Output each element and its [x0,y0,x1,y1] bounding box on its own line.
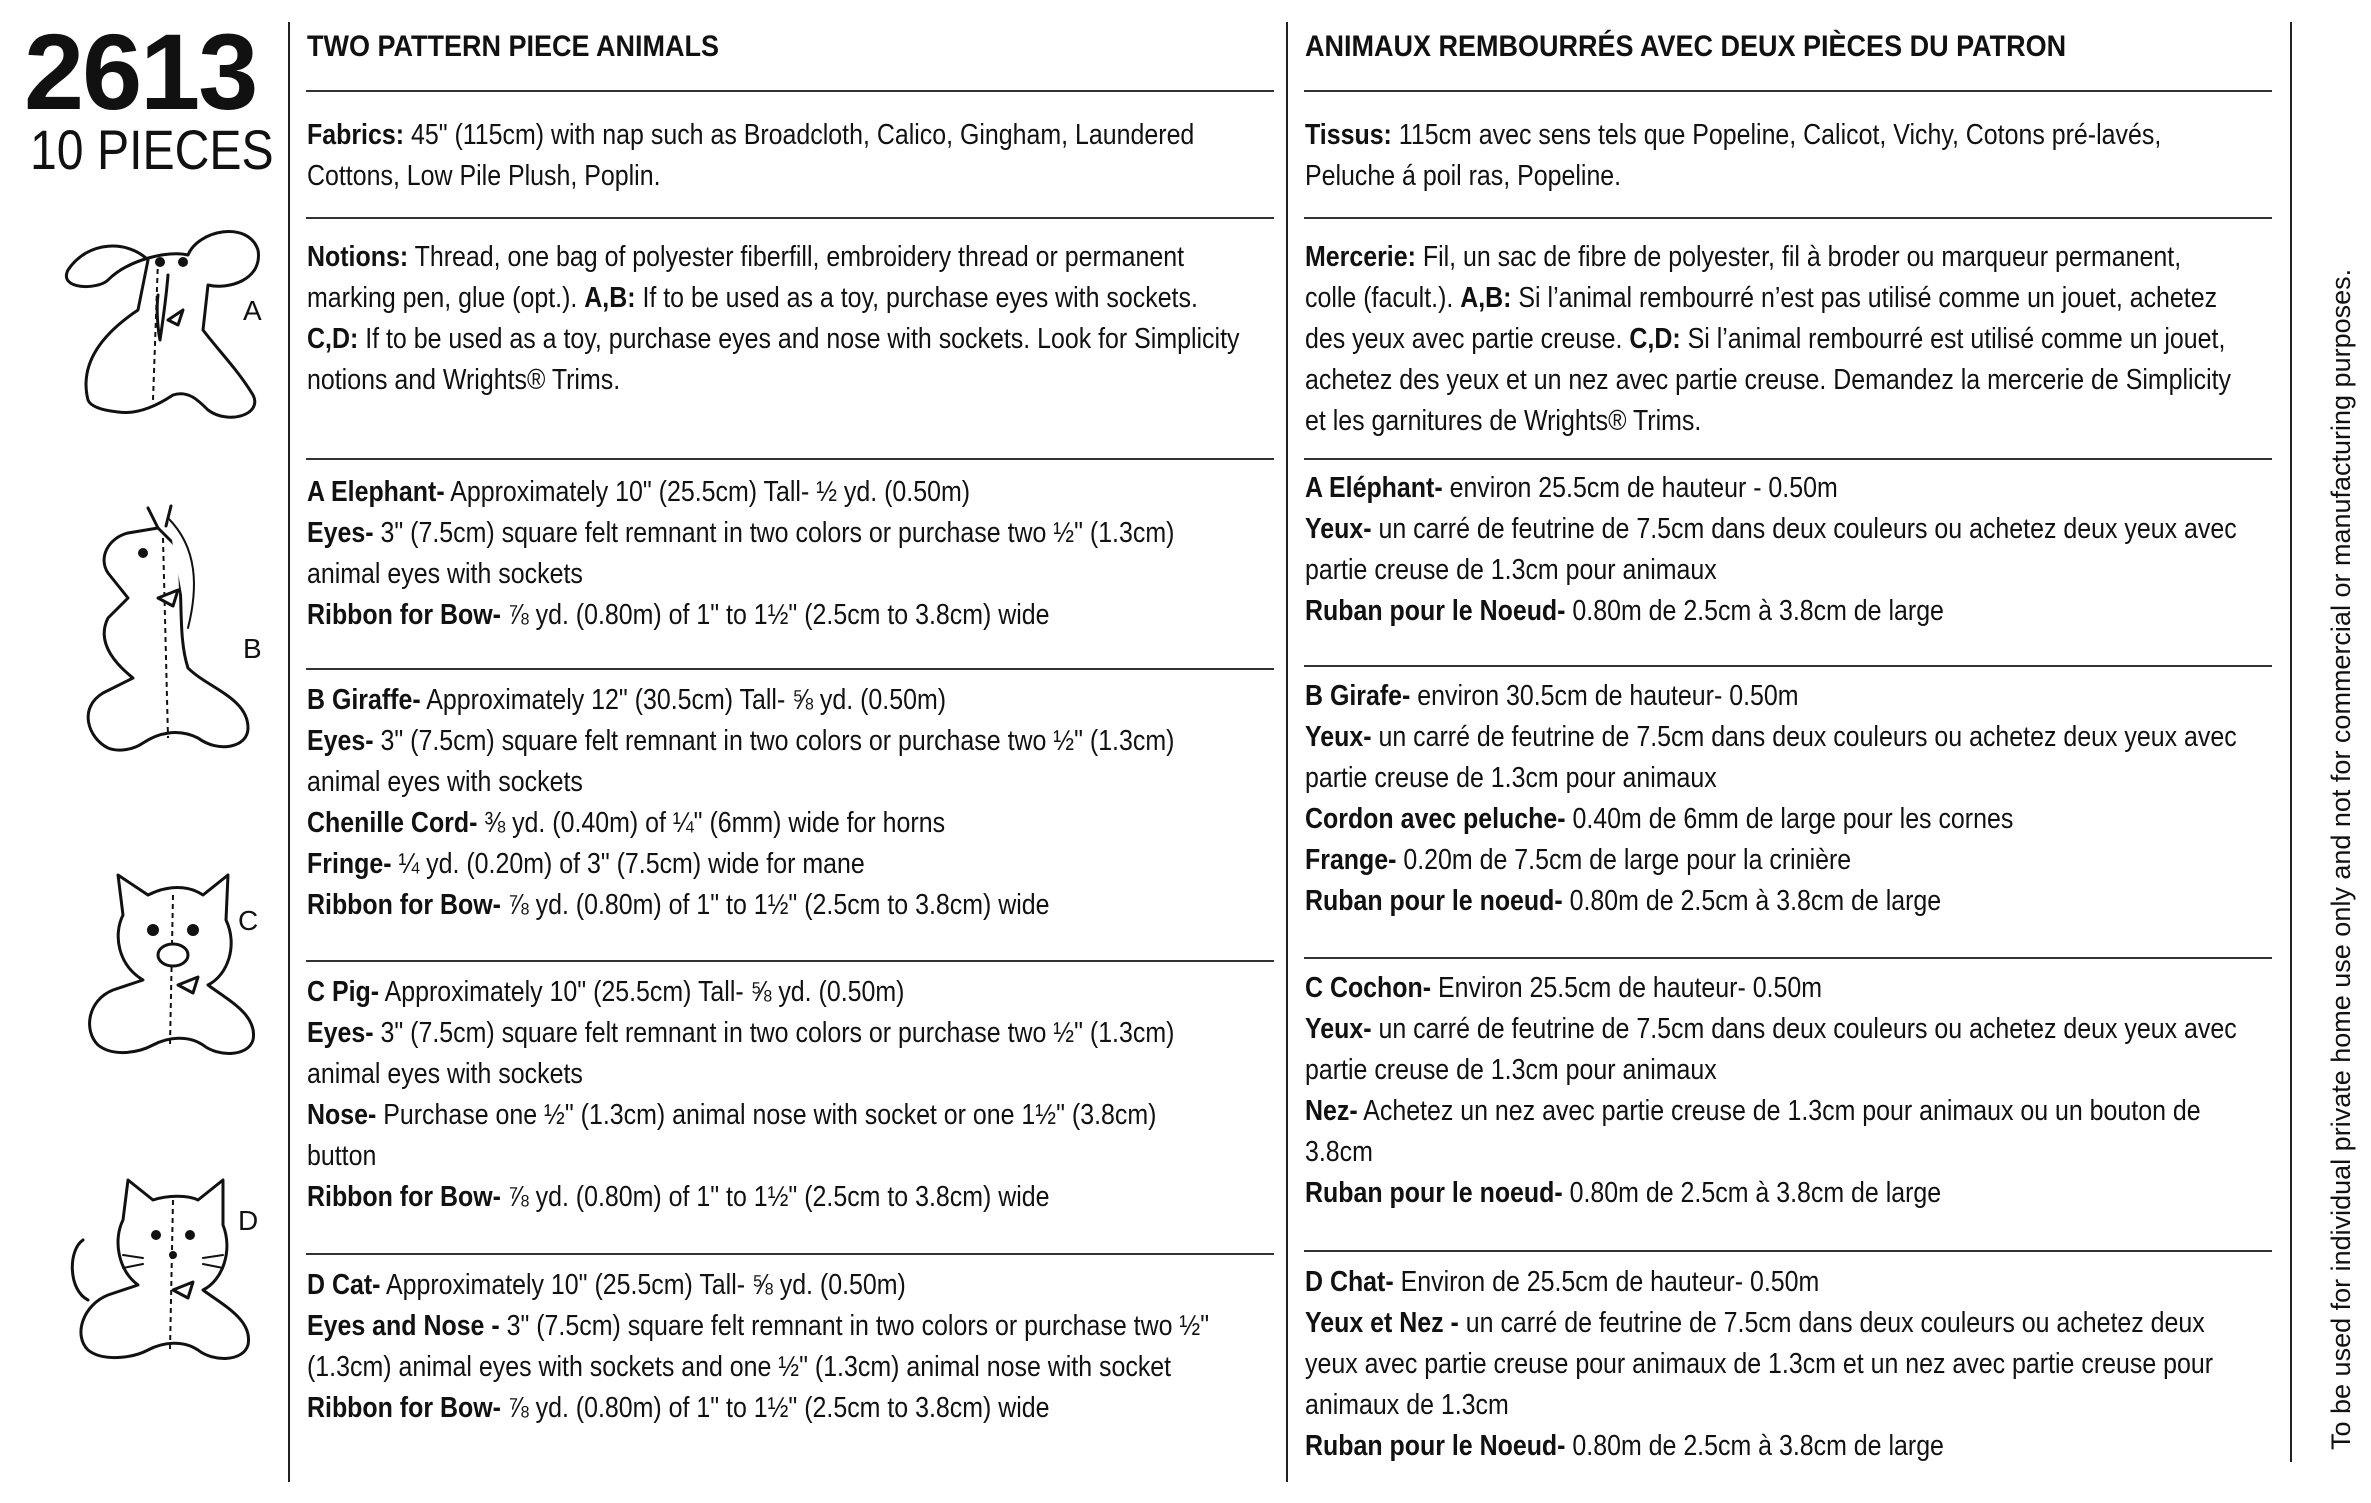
french-animal-c-rule [1304,1250,2272,1252]
fr-animal-d-name: D Chat- [1305,1266,1394,1298]
fr-animal-a-eyes-text-2: partie creuse de 1.3cm pour animaux [1305,554,1717,586]
mercerie-text-3a: des yeux avec partie creuse. [1305,323,1630,355]
fr-animal-c-size: Environ 25.5cm de hauteur- 0.50m [1431,972,1823,1004]
mercerie-text-2b: Si l’animal rembourré n’est pas utilisé comme un jouet, achetez [1511,282,2218,314]
french-title: ANIMAUX REMBOURRÉS AVEC DEUX PIÈCES DU PATRON [1305,30,2067,63]
english-animal-a [307,472,1316,636]
fr-animal-a-name: A Eléphant- [1305,472,1443,504]
animal-b-eyes-text: 3" (7.5cm) square felt remnant in two colors or purchase two ½" (1.3cm) [373,725,1175,757]
tissus-text-1: 115cm avec sens tels que Popeline, Calicot, Vichy, Cotons pré-lavés, [1391,119,2162,151]
fr-animal-c-eyes-text-2: partie creuse de 1.3cm pour animaux [1305,1054,1717,1086]
fabrics-label: Fabrics: [307,119,405,151]
french-animal-b [1305,676,2371,922]
animal-c-name: C Pig- [307,976,380,1008]
animal-d-ribbon-text: ⅞ yd. (0.80m) of 1" to 1½" (2.5cm to 3.8cm) wide [500,1392,1050,1424]
view-letter-a: A [243,295,262,326]
fr-animal-b-size: environ 30.5cm de hauteur- 0.50m [1410,680,1799,712]
animal-c-eyes-label: Eyes- [307,1017,374,1049]
english-fabrics-rule [306,217,1274,219]
animal-a-eyes-label: Eyes- [307,517,374,549]
notions-text-2b: If to be used as a toy, purchase eyes with sockets. [635,282,1198,314]
animal-b-name: B Giraffe- [307,684,421,716]
animal-c-ribbon-label: Ribbon for Bow- [307,1181,501,1213]
french-animal-d [1305,1262,2361,1467]
animal-d-eyes-nose-label: Eyes and Nose - [307,1310,500,1342]
mercerie-cd-label: C,D: [1629,323,1681,355]
fr-animal-b-frange-label: Frange- [1305,844,1397,876]
french-fabrics [1305,115,2301,197]
piece-count: 10 PIECES [30,118,274,181]
animal-c-eyes-text: 3" (7.5cm) square felt remnant in two colors or purchase two ½" (1.3cm) [373,1017,1175,1049]
animal-b-size: Approximately 12" (30.5cm) Tall- ⅝ yd. (0.50m) [420,684,947,716]
notions-text-4: notions and Wrights® Trims. [307,364,621,396]
animal-d-eyes-nose-text-2: (1.3cm) animal eyes with sockets and one ½" (1.3cm) animal nose with socket [307,1351,1172,1383]
animal-d-name: D Cat- [307,1269,381,1301]
animal-d-ribbon-label: Ribbon for Bow- [307,1392,501,1424]
animal-a-size: Approximately 10" (25.5cm) Tall- ½ yd. (0.50m) [444,476,971,508]
fr-animal-c-nose-text-2: 3.8cm [1305,1136,1373,1168]
english-animal-a-rule [306,668,1274,670]
notions-label: Notions: [307,241,409,273]
fr-animal-d-ribbon-text: 0.80m de 2.5cm à 3.8cm de large [1565,1430,1944,1462]
fr-animal-c-nose-label: Nez- [1305,1095,1358,1127]
animal-b-eyes-label: Eyes- [307,725,374,757]
notions-text-3: If to be used as a toy, purchase eyes and nose with sockets. Look for Simplicity [358,323,1240,355]
illustration-cat [48,1140,288,1370]
fr-animal-a-size: environ 25.5cm de hauteur - 0.50m [1442,472,1838,504]
fabrics-text-2: Cottons, Low Pile Plush, Poplin. [307,160,661,192]
animal-b-chenille-label: Chenille Cord- [307,807,478,839]
notions-ab-label: A,B: [584,282,636,314]
mercerie-text-4: achetez des yeux et un nez avec partie creuse. Demandez la mercerie de Simplicity [1305,364,2232,396]
mercerie-text-5: et les garnitures de Wrights® Trims. [1305,405,1702,437]
fr-animal-b-cordon-label: Cordon avec peluche- [1305,803,1566,835]
fr-animal-d-ribbon-label: Ruban pour le Noeud- [1305,1430,1566,1462]
mercerie-ab-label: A,B: [1460,282,1512,314]
animal-a-eyes-text: 3" (7.5cm) square felt remnant in two colors or purchase two ½" (1.3cm) [373,517,1175,549]
animal-c-nose-label: Nose- [307,1099,377,1131]
tissus-label: Tissus: [1305,119,1392,151]
view-letter-d: D [238,1205,259,1236]
french-animal-a-rule [1304,665,2272,667]
mercerie-text-1: Fil, un sac de fibre de polyester, fil à broder ou marqueur permanent, [1415,241,2182,273]
french-animal-b-rule [1304,957,2272,959]
animal-c-size: Approximately 10" (25.5cm) Tall- ⅝ yd. (0.50m) [379,976,905,1008]
animal-b-fringe-text: ¼ yd. (0.20m) of 3" (7.5cm) wide for mane [391,848,865,880]
fr-animal-d-eyes-nose-text: un carré de feutrine de 7.5cm dans deux couleurs ou achetez deux [1458,1307,2205,1339]
animal-c-ribbon-text: ⅞ yd. (0.80m) of 1" to 1½" (2.5cm to 3.8cm) wide [500,1181,1050,1213]
fr-animal-c-nose-text: Achetez un nez avec partie creuse de 1.3cm pour animaux ou un bouton de [1357,1095,2201,1127]
french-animal-c [1305,968,2371,1214]
french-fabrics-rule [1304,217,2272,219]
english-title-rule [306,90,1274,92]
fr-animal-b-cordon-text: 0.40m de 6mm de large pour les cornes [1565,803,2014,835]
fr-animal-a-eyes-label: Yeux- [1305,513,1372,545]
view-letter-b: B [243,633,262,664]
fr-animal-b-eyes-label: Yeux- [1305,721,1372,753]
animal-a-name: A Elephant- [307,476,445,508]
fr-animal-c-ribbon-text: 0.80m de 2.5cm à 3.8cm de large [1562,1177,1942,1209]
notions-text-1: Thread, one bag of polyester fiberfill, embroidery thread or permanent [408,241,1185,273]
animal-c-nose-text: Purchase one ½" (1.3cm) animal nose with socket or one 1½" (3.8cm) [376,1099,1157,1131]
english-fabrics [307,115,1339,197]
illustration-elephant [48,200,288,430]
fabrics-text-1: 45" (115cm) with nap such as Broadcloth, Calico, Gingham, Laundered [404,119,1195,151]
fr-animal-b-eyes-text: un carré de feutrine de 7.5cm dans deux couleurs ou achetez deux yeux avec [1371,721,2237,753]
animal-d-size: Approximately 10" (25.5cm) Tall- ⅝ yd. (0.50m) [380,1269,906,1301]
french-animal-a [1305,468,2371,632]
animal-a-ribbon-label: Ribbon for Bow- [307,599,501,631]
fr-animal-d-eyes-nose-text-2: yeux avec partie creuse pour animaux de 1.3cm et un nez avec partie creuse pour [1305,1348,2214,1380]
animal-a-ribbon-text: ⅞ yd. (0.80m) of 1" to 1½" (2.5cm to 3.8cm) wide [500,599,1050,631]
fr-animal-c-name: C Cochon- [1305,972,1432,1004]
fr-animal-b-eyes-text-2: partie creuse de 1.3cm pour animaux [1305,762,1717,794]
fr-animal-c-ribbon-label: Ruban pour le noeud- [1305,1177,1563,1209]
column-divider-left [288,22,290,1482]
fr-animal-d-eyes-nose-text-3: animaux de 1.3cm [1305,1389,1509,1421]
english-notions [307,237,1391,401]
fr-animal-b-ribbon-text: 0.80m de 2.5cm à 3.8cm de large [1562,885,1942,917]
animal-a-eyes-text-2: animal eyes with sockets [307,558,583,590]
animal-b-ribbon-label: Ribbon for Bow- [307,889,501,921]
english-animal-b-rule [306,960,1274,962]
illustration-pig [48,835,288,1065]
english-title: TWO PATTERN PIECE ANIMALS [307,30,719,63]
french-notions [1305,237,2371,442]
tissus-text-2: Peluche á poil ras, Popeline. [1305,160,1622,192]
english-notions-rule [306,458,1274,460]
english-animal-d [307,1265,1356,1429]
french-title-rule [1304,90,2272,92]
fr-animal-d-size: Environ de 25.5cm de hauteur- 0.50m [1393,1266,1820,1298]
mercerie-label: Mercerie: [1305,241,1416,273]
fr-animal-c-eyes-label: Yeux- [1305,1013,1372,1045]
english-animal-b [307,680,1316,926]
animal-b-fringe-label: Fringe- [307,848,392,880]
animal-b-eyes-text-2: animal eyes with sockets [307,766,583,798]
animal-c-nose-text-2: button [307,1140,377,1172]
animal-b-ribbon-text: ⅞ yd. (0.80m) of 1" to 1½" (2.5cm to 3.8cm) wide [500,889,1050,921]
illustration-giraffe [48,478,288,768]
notions-cd-label: C,D: [307,323,359,355]
fr-animal-d-eyes-nose-label: Yeux et Nez - [1305,1307,1459,1339]
fr-animal-b-name: B Girafe- [1305,680,1411,712]
english-animal-c [307,972,1316,1218]
fr-animal-c-eyes-text: un carré de feutrine de 7.5cm dans deux couleurs ou achetez deux yeux avec [1371,1013,2237,1045]
notions-text-2a: marking pen, glue (opt.). [307,282,585,314]
animal-b-chenille-text: ⅜ yd. (0.40m) of ¼" (6mm) wide for horns [477,807,946,839]
fr-animal-b-frange-text: 0.20m de 7.5cm de large pour la crinière [1396,844,1852,876]
mercerie-text-2a: colle (facult.). [1305,282,1461,314]
fr-animal-a-ribbon-text: 0.80m de 2.5cm à 3.8cm de large [1565,595,1944,627]
mercerie-text-3b: Si l’animal rembourré est utilisé comme un jouet, [1680,323,2226,355]
french-notions-rule [1304,458,2272,460]
pattern-number: 2613 [24,11,257,132]
fr-animal-a-ribbon-label: Ruban pour le Noeud- [1305,595,1566,627]
english-animal-c-rule [306,1253,1274,1255]
usage-disclaimer: To be used for individual private home use only and not for commercial or manufacturing purposes. [2326,268,2356,1450]
animal-d-eyes-nose-text: 3" (7.5cm) square felt remnant in two colors or purchase two ½" [499,1310,1210,1342]
view-letter-c: C [238,905,259,936]
fr-animal-a-eyes-text: un carré de feutrine de 7.5cm dans deux couleurs ou achetez deux yeux avec [1371,513,2237,545]
fr-animal-b-ribbon-label: Ruban pour le noeud- [1305,885,1563,917]
animal-c-eyes-text-2: animal eyes with sockets [307,1058,583,1090]
